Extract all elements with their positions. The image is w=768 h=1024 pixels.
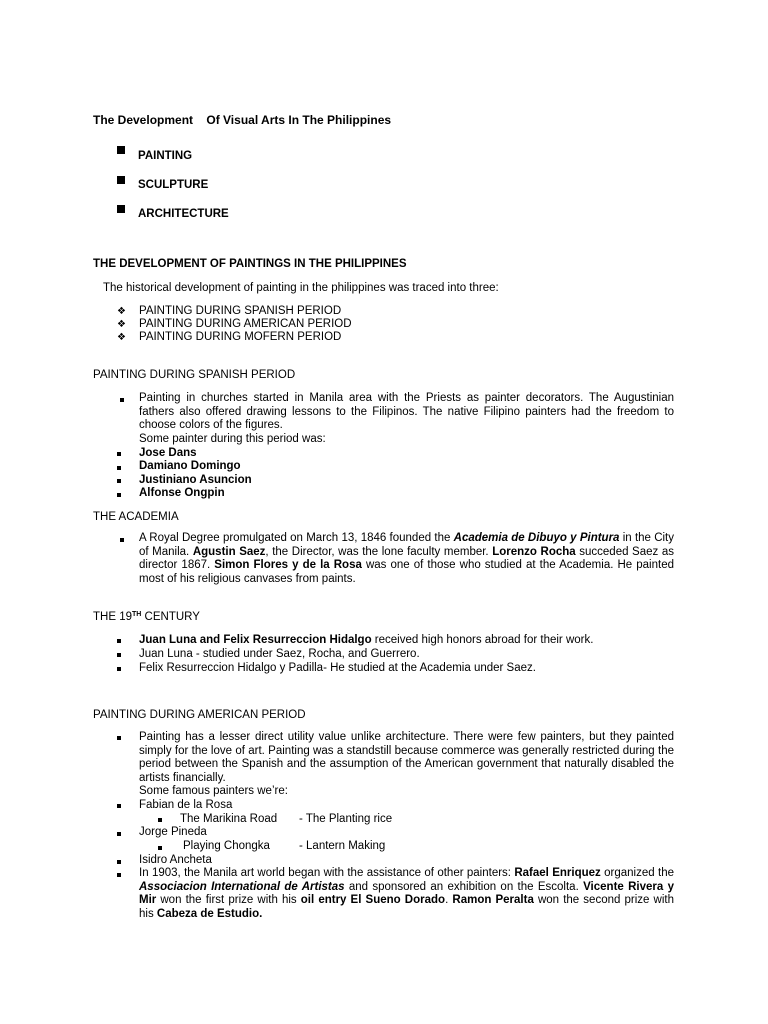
period-label: PAINTING DURING AMERICAN PERIOD xyxy=(139,318,352,330)
painter-name: Jose Dans xyxy=(139,447,197,459)
square-bullet-icon xyxy=(117,176,125,184)
artwork-title: Playing Chongka xyxy=(183,840,270,852)
square-bullet-icon xyxy=(117,667,121,671)
painters-intro: Some painter during this period was: xyxy=(139,433,326,445)
manila-art-paragraph: In 1903, the Manila art world began with the assistance of other painters: Rafael Enriquez organized the Associacion International de Artistas and sponsored an exhibition on the Escolta. Vicente Rivera y Mir won the first prize with his oil entry El Sueno Dorado. Ramon Peralta won the second prize with his Cabeza de Estudio. xyxy=(139,867,675,920)
square-bullet-icon xyxy=(120,538,124,542)
period-label: PAINTING DURING SPANISH PERIOD xyxy=(139,305,342,317)
square-bullet-icon xyxy=(117,146,125,154)
artwork-title: - The Planting rice xyxy=(299,813,393,825)
academia-paragraph: A Royal Degree promulgated on March 13, 1846 founded the Academia de Dibuyo y Pintura in the City of Manila. Agustin Saez, the Director, was the lone faculty member. Lorenzo Rocha succeded Saez as director 1867. Simon Flores y de la Rosa was one of those who studied at the Academia. He painted most of his religious canvases from paints. xyxy=(139,532,675,585)
square-bullet-icon xyxy=(117,873,121,877)
painter-name: Justiniano Asuncion xyxy=(139,474,252,486)
square-bullet-icon xyxy=(117,860,121,864)
major-item-architecture: ARCHITECTURE xyxy=(138,208,229,220)
century-item: Felix Resurreccion Hidalgo y Padilla- He studied at the Academia under Saez. xyxy=(139,662,536,674)
major-item-painting: PAINTING xyxy=(138,150,193,162)
square-bullet-icon xyxy=(117,736,121,740)
square-bullet-icon xyxy=(120,398,124,402)
square-bullet-icon xyxy=(117,452,121,456)
square-bullet-icon xyxy=(158,818,162,822)
square-bullet-icon xyxy=(117,639,121,643)
painter-name: Damiano Domingo xyxy=(139,460,241,472)
diamond-bullet-icon: ❖ xyxy=(117,306,126,317)
painter-name: Jorge Pineda xyxy=(139,826,207,838)
section-heading-spanish: PAINTING DURING SPANISH PERIOD xyxy=(93,369,296,381)
painter-name: Fabian de la Rosa xyxy=(139,799,233,811)
square-bullet-icon xyxy=(117,479,121,483)
painter-name: Alfonse Ongpin xyxy=(139,487,225,499)
section-heading-century: THE 19TH CENTURY xyxy=(93,611,200,623)
square-bullet-icon xyxy=(117,832,121,836)
square-bullet-icon xyxy=(117,653,121,657)
square-bullet-icon xyxy=(117,804,121,808)
artwork-title: - Lantern Making xyxy=(299,840,386,852)
square-bullet-icon xyxy=(117,493,121,497)
section-heading-academia: THE ACADEMIA xyxy=(93,511,179,523)
square-bullet-icon xyxy=(117,205,125,213)
section-heading-american: PAINTING DURING AMERICAN PERIOD xyxy=(93,709,306,721)
section-heading-development: THE DEVELOPMENT OF PAINTINGS IN THE PHILIPPINES xyxy=(93,258,407,270)
intro-text: The historical development of painting in the philippines was traced into three: xyxy=(103,282,499,294)
painter-name: Isidro Ancheta xyxy=(139,854,212,866)
artwork-title: The Marikina Road xyxy=(180,813,278,825)
famous-intro: Some famous painters we’re: xyxy=(139,785,288,797)
spanish-paragraph: Painting in churches started in Manila area with the Priests as painter decorators. The Augustinian fathers also offered drawing lessons to the Filipinos. The native Filipino painters had the freedom to choose colors of the figures. xyxy=(139,392,674,431)
american-paragraph: Painting has a lesser direct utility value unlike architecture. There were few painters, but they painted simply for the love of art. Painting was a standstill because commerce was generally restricted during the period between the Spanish and the assumption of the American government that naturally disabled the artists financially. xyxy=(139,731,674,784)
square-bullet-icon xyxy=(117,466,121,470)
major-item-sculpture: SCULPTURE xyxy=(138,179,209,191)
period-label: PAINTING DURING MOFERN PERIOD xyxy=(139,331,342,343)
diamond-bullet-icon: ❖ xyxy=(117,332,126,343)
document-title: The Development Of Visual Arts In The Philippines xyxy=(93,113,392,127)
century-item: Juan Luna and Felix Resurreccion Hidalgo received high honors abroad for their work. xyxy=(139,634,594,646)
square-bullet-icon xyxy=(158,846,162,850)
diamond-bullet-icon: ❖ xyxy=(117,319,126,330)
century-item: Juan Luna - studied under Saez, Rocha, and Guerrero. xyxy=(139,648,420,660)
